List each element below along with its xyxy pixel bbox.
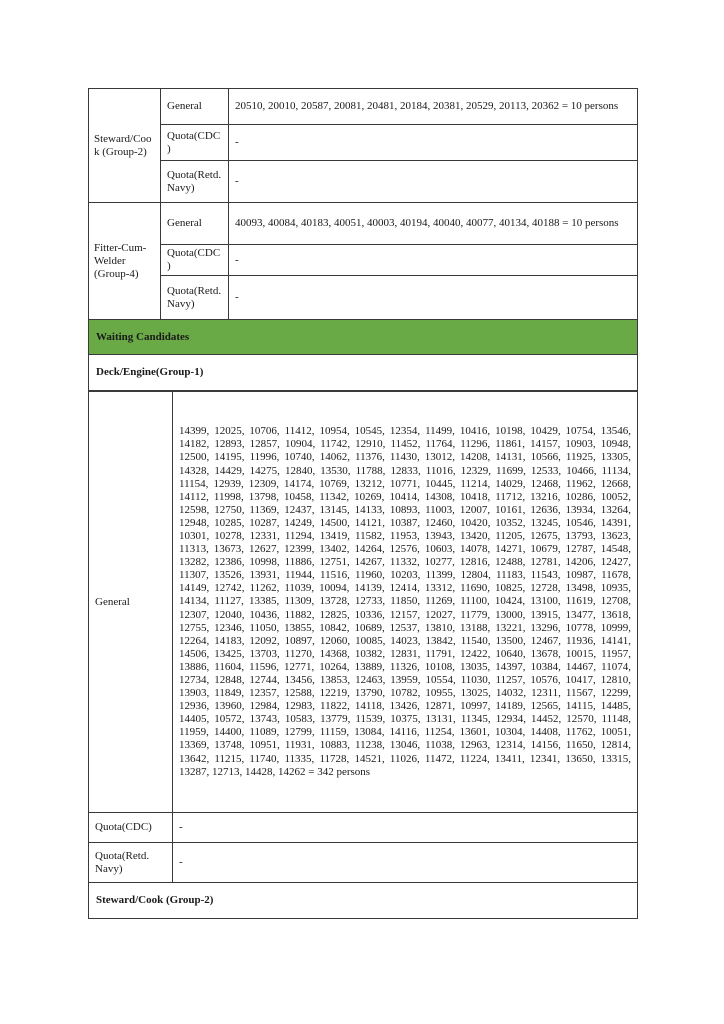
group-header-row: [89, 355, 638, 391]
quota-general-label: General: [161, 89, 229, 125]
selected-roll-numbers: 40093, 40084, 40183, 40051, 40003, 40194, 40040, 40077, 40134, 40188 = 10 persons: [229, 203, 638, 245]
quota-navy-label: Quota(Retd. Navy): [161, 161, 229, 203]
post-name-steward-cook: Steward/Cook (Group-2): [89, 89, 161, 203]
quota-navy-label: Quota(Retd. Navy): [161, 276, 229, 320]
quota-navy-label: Quota(Retd. Navy): [89, 843, 173, 883]
quota-cdc-label: Quota(CDC): [161, 125, 229, 161]
table-row: [89, 245, 638, 276]
deck-engine-group-header: Deck/Engine(Group-1): [89, 355, 638, 391]
table-row: [89, 161, 638, 203]
waiting-table: [88, 391, 638, 919]
waiting-candidates-title: Waiting Candidates: [89, 320, 638, 355]
group-header-row: [89, 883, 638, 919]
quota-cdc-value: -: [173, 813, 638, 843]
quota-cdc-value: -: [229, 245, 638, 276]
quota-cdc-label: Quota(CDC): [89, 813, 173, 843]
selection-table: [88, 88, 638, 391]
table-row: [89, 813, 638, 843]
quota-cdc-label: Quota(CDC): [161, 245, 229, 276]
post-name-fitter-cum-welder: Fitter-Cum-Welder (Group-4): [89, 203, 161, 320]
table-row: [89, 392, 638, 813]
waiting-roll-numbers: 14399, 12025, 10706, 11412, 10954, 10545, 12354, 11499, 10416, 10198, 10429, 10754, 13546, 14182, 12893, 12857, 10904, 11742, 12910, 11452, 11764, 11296, 11861, 14157, 10903, 10948, 12500, 14195, 11996, 10740, 14062, 11376, 11430, 13012, 14208, 14131, 10566, 11925, 13305, 14328, 14429, 14275, 12840, 13530, 11788, 12833, 11016, 12329, 11699, 12533, 10466, 11134, 11154, 12939, 12309, 14174, 10769, 13212, 10771, 10445, 11214, 14029, 12468, 11962, 12668, 14112, 11998, 13798, 10458, 11342, 10269, 10414, 14308, 10418, 11712, 13216, 10286, 10052, 12598, 12750, 11369, 12437, 13145, 14133, 10893, 11003, 12007, 10161, 12636, 13934, 13264, 12948, 10285, 10287, 14249, 14500, 14121, 10387, 12460, 10420, 10352, 13245, 10546, 14391, 10301, 10278, 12331, 11294, 13419, 11582, 11953, 13943, 13420, 11205, 12675, 13793, 13623, 11313, 13673, 12627, 12399, 13402, 14264, 12576, 10603, 14078, 14271, 10679, 12787, 14548, 13282, 12386, 10998, 11886, 12751, 14267, 11332, 10277, 12816, 12488, 12781, 14206, 12427, 11307, 13526, 13931, 11944, 11516, 11960, 10203, 11399, 12804, 11183, 11543, 10987, 11678, 14149, 12742, 11262, 11039, 10094, 14139, 12414, 13312, 11690, 10825, 12728, 13498, 10935, 14134, 11127, 13385, 11309, 13728, 12733, 11850, 11269, 11100, 10424, 13100, 11619, 12708, 12307, 12040, 10436, 11882, 12825, 10336, 12157, 12027, 11779, 13000, 13915, 13477, 13618, 12755, 12346, 11050, 13855, 10842, 10689, 12537, 13810, 13188, 13221, 13296, 10778, 10999, 12264, 14183, 12092, 10897, 12060, 10085, 14023, 13842, 11540, 13500, 12467, 11936, 14141, 14506, 13425, 13703, 11270, 14368, 10382, 12831, 11791, 12422, 10640, 13678, 10015, 11957, 13886, 11604, 11596, 12771, 10264, 13889, 11326, 10108, 13035, 14397, 10384, 14467, 11074, 12734, 12848, 12744, 13456, 13853, 12463, 13959, 10554, 11030, 11257, 10576, 10417, 12810, 13903, 11849, 12357, 12588, 12219, 13790, 10782, 10955, 13025, 14032, 12311, 11567, 12299, 12936, 13960, 12984, 12983, 11822, 14118, 13426, 12871, 10997, 14189, 12565, 14115, 14485, 14405, 10572, 13743, 10583, 13779, 11539, 10375, 13131, 11345, 12934, 14452, 12570, 11148, 11959, 14400, 11089, 12799, 11159, 13084, 14116, 11254, 13601, 10304, 14408, 11762, 10051, 13369, 13748, 10951, 11931, 10883, 11238, 13046, 11038, 12963, 12314, 14156, 11650, 12814, 13642, 11215, 11740, 11335, 11728, 14521, 11026, 11472, 11224, 13411, 12341, 13650, 13315, 13287, 12713, 14428, 14262 = 342 persons: [173, 392, 638, 813]
quota-general-label: General: [161, 203, 229, 245]
quota-navy-value: -: [229, 161, 638, 203]
table-row: [89, 125, 638, 161]
table-row: [89, 276, 638, 320]
selected-roll-numbers: 20510, 20010, 20587, 20081, 20481, 20184, 20381, 20529, 20113, 20362 = 10 persons: [229, 89, 638, 125]
steward-cook-group-header: Steward/Cook (Group-2): [89, 883, 638, 919]
document-page: [88, 88, 638, 919]
table-row: [89, 89, 638, 125]
quota-navy-value: -: [229, 276, 638, 320]
quota-cdc-value: -: [229, 125, 638, 161]
quota-navy-value: -: [173, 843, 638, 883]
table-row: [89, 203, 638, 245]
quota-general-label: General: [89, 392, 173, 813]
section-header-row: [89, 320, 638, 355]
table-row: [89, 843, 638, 883]
